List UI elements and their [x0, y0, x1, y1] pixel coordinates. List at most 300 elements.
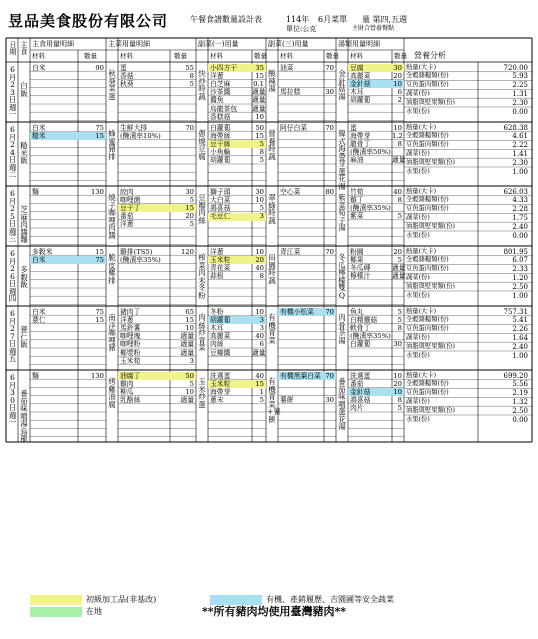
side3-item-qty: 70 — [325, 123, 334, 132]
nutrition-value: 801.95 — [503, 247, 528, 256]
side1-item-qty: 20 — [255, 255, 264, 264]
side1-item-qty: 5 — [259, 203, 264, 212]
nutrition-value: 2.40 — [512, 222, 528, 231]
nutrition-label: 全穀雜糧類(份) — [406, 72, 449, 80]
side1-item-name: 獅子頭 — [210, 187, 231, 196]
nutrition-value: 1.41 — [512, 149, 528, 158]
soup-item-name: 豆腐 — [350, 63, 364, 72]
side1-item-name: 白蘿蔔 — [210, 123, 231, 132]
main-item-qty: 120 — [181, 247, 194, 256]
side1-item-name: 冬粉 — [210, 307, 224, 316]
main-item-name: 蛋 — [120, 63, 127, 72]
main-item-qty: 15 — [185, 315, 194, 324]
side3-item-name: 空心菜 — [280, 187, 301, 196]
day-date: 6月30日週一 — [8, 373, 17, 427]
side1-item-qty: 適量 — [252, 104, 266, 113]
nutrition-label: 熱量(大卡) — [406, 247, 437, 255]
nutrition-value: 0.00 — [512, 107, 528, 116]
nutrition-value: 2.30 — [512, 98, 528, 107]
header-material: 材料 — [280, 52, 293, 60]
soup-item-qty: 1.2 — [392, 131, 403, 140]
nutrition-label: 全穀雜糧類(份) — [406, 132, 449, 140]
side3-item-name: 阿仔白菜 — [280, 123, 308, 132]
soup-dish: 番茄味噌蛋花湯 — [338, 377, 346, 431]
main-item-name: 咖哩粉 — [120, 340, 141, 349]
side1-item-qty: 1 — [259, 387, 264, 396]
side3-item-qty: 70 — [325, 63, 334, 72]
nutrition-label: 蔬菜(份) — [406, 333, 430, 341]
nutrition-label: 油脂與堅果類(份) — [406, 158, 455, 166]
soup-item-name: (醃漬率35%) — [350, 332, 391, 341]
soup-item-name: 麻油 — [350, 156, 364, 165]
side1-item-name: 洋蔥 — [210, 71, 224, 80]
soup-item-name: 雞丁 — [350, 195, 364, 204]
soup-item-name: 白蘿蔔 — [350, 340, 371, 349]
soup-item-name: 胡蘿蔔 — [350, 96, 371, 105]
main-item-name: 油腐丁 — [120, 371, 141, 380]
nutrition-label: 油脂與堅果類(份) — [406, 406, 455, 414]
side1-item-qty: 5 — [259, 156, 264, 165]
soup-item-name: 金針菇 — [350, 387, 371, 396]
legend-processed: 初級加工品(非基改) — [86, 595, 157, 604]
main-dish: 蜂蜜豬排 — [108, 129, 116, 161]
header-quantity: 數量 — [326, 52, 339, 60]
side1-item-qty: 6 — [259, 340, 264, 349]
menu-month: 6月菜單 — [318, 15, 348, 24]
side1-item-qty: 8 — [259, 272, 264, 281]
nutrition-value: 4.33 — [512, 196, 528, 205]
day-date: 6月23日週一 — [8, 65, 17, 119]
nutrition-value: 4.61 — [512, 132, 528, 141]
side1-item-name: 豆瓣醬 — [210, 348, 231, 357]
nutrition-label: 蔬菜(份) — [406, 213, 430, 221]
nutrition-label: 熱量(大卡) — [406, 187, 437, 195]
side1-item-name: 大白菜 — [210, 195, 231, 204]
side1-item-qty: 30 — [255, 187, 264, 196]
side1-item-qty: 適量 — [252, 96, 266, 105]
main-item-name: 洋蔥 — [120, 315, 134, 324]
side3-item-qty: 70 — [325, 307, 334, 316]
main-item-name: 玉米筍 — [120, 356, 141, 365]
staple-item-name: 白米 — [32, 307, 46, 316]
nutrition-value: 1.32 — [512, 397, 528, 406]
side1-dish: 榨菜肉末冬粉 — [198, 253, 206, 300]
staple-dish: 薏仁飯 — [20, 325, 28, 349]
staple-item-qty: 130 — [91, 187, 104, 196]
soup-item-qty: 20 — [393, 71, 402, 80]
nutrition-label: 蔬菜(份) — [406, 89, 430, 97]
nutrition-value: 2.19 — [512, 389, 528, 398]
side1-item-name: 洋蔥 — [210, 247, 224, 256]
side1-dish: 肉絲炒青菜 — [198, 313, 206, 352]
soup-item-name: 番茄 — [350, 379, 364, 388]
header-staple-group: 主食用量明細 — [32, 40, 74, 48]
side1-item-name: 洗選蛋 — [210, 371, 231, 380]
main-item-qty: 10 — [185, 387, 194, 396]
header-side1-group: 副菜(一)用量 — [198, 40, 239, 48]
side1-item-name: 海帶絲 — [210, 131, 231, 140]
main-item-name: 生鮮大排 — [120, 123, 148, 132]
nutrition-label: 熱量(大卡) — [406, 307, 437, 315]
header-material: 材料 — [120, 52, 133, 60]
soup-item-qty: 5 — [397, 212, 402, 221]
form-title: 午餐食譜數量設計表 — [190, 15, 262, 24]
soup-item-name: 海帶芽 — [350, 131, 371, 140]
soup-item-name: 粉圓 — [350, 247, 364, 256]
side1-item-qty: 3 — [259, 315, 264, 324]
nutrition-value: 5.93 — [512, 72, 528, 81]
side1-dish: 豆瓣肉絲 — [198, 193, 206, 225]
soup-dish: 金針菇湯 — [338, 69, 346, 101]
staple-item-qty: 15 — [95, 247, 104, 256]
soup-item-name: 蛋 — [350, 123, 357, 132]
nutrition-label: 油脂與堅果類(份) — [406, 282, 455, 290]
staple-item-name: 麵 — [32, 187, 39, 196]
main-item-name: 番茄 — [120, 212, 134, 221]
header-main-group: 主菜用量明細 — [108, 40, 150, 48]
legend-local: 在地 — [86, 607, 102, 616]
soup-dish: 肉骨茶湯 — [338, 313, 346, 345]
soup-item-qty: 20 — [393, 379, 402, 388]
side1-item-qty: 15 — [255, 131, 264, 140]
nutrition-value: 0.00 — [512, 415, 528, 424]
nutrition-label: 豆魚蛋肉類(份) — [406, 205, 449, 213]
main-item-name: (醃漬率10%) — [120, 131, 161, 140]
side3-item-name: 油菜 — [280, 63, 294, 72]
nutrition-label: 全穀雜糧類(份) — [406, 380, 449, 388]
side1-item-name: 胡蘿蔔 — [210, 315, 231, 324]
main-item-qty: 適量 — [180, 332, 194, 341]
soup-item-qty: 10 — [393, 79, 402, 88]
nutrition-value: 2.40 — [512, 342, 528, 351]
side3-item-name: 馬拉糕 — [280, 88, 301, 97]
nutrition-value: 1.31 — [512, 89, 528, 98]
nutrition-label: 水果(份) — [406, 415, 430, 423]
soup-item-name: 高麗菜 — [350, 71, 371, 80]
soup-item-qty: 10 — [393, 387, 402, 396]
soup-item-name: 軟骨丁 — [350, 323, 371, 332]
side1-item-qty: 0.1 — [253, 79, 264, 88]
nutrition-label: 全穀雜糧類(份) — [406, 196, 449, 204]
nutrition-value: 1.64 — [512, 333, 528, 342]
side3-dish: 營養時蔬 — [268, 129, 276, 161]
soup-item-qty: 10 — [393, 123, 402, 132]
main-dish: 燒子咖哩肉醬 — [108, 193, 116, 240]
header-nutrition: 營養分析 — [414, 51, 446, 60]
nutrition-value: 628.38 — [503, 123, 528, 132]
nutrition-value: 2.50 — [512, 406, 528, 415]
side3-item-qty: 30 — [325, 88, 334, 97]
nutrition-value: 2.26 — [512, 325, 528, 334]
main-item-qty: 15 — [185, 203, 194, 212]
main-item-name: (醃漬率35%) — [120, 255, 161, 264]
nutrition-value: 2.28 — [512, 205, 528, 214]
side1-item-name: 沙茶醬 — [210, 88, 231, 97]
nutrition-value: 5.41 — [512, 316, 528, 325]
soup-item-qty: 5 — [397, 404, 402, 413]
soup-item-qty: 8 — [397, 139, 402, 148]
nutrition-value: 720.00 — [503, 63, 528, 72]
staple-item-qty: 90 — [95, 63, 104, 72]
nutrition-value: 1.20 — [512, 273, 528, 282]
main-dish: 南洋咖哩豬 — [108, 313, 116, 352]
side1-item-name: 青花菜 — [210, 263, 231, 272]
nutrition-label: 豆魚蛋肉類(份) — [406, 265, 449, 273]
main-item-qty: 5 — [189, 379, 194, 388]
nutrition-label: 油脂與堅果類(份) — [406, 98, 455, 106]
nutrition-label: 水果(份) — [406, 231, 430, 239]
header-quantity: 數量 — [84, 52, 97, 60]
header-quantity: 數量 — [174, 52, 187, 60]
header-date: 日期 — [9, 41, 17, 56]
side1-item-qty: 50 — [255, 123, 264, 132]
nutrition-value: 2.25 — [512, 81, 528, 90]
main-item-qty: 70 — [185, 123, 194, 132]
side1-item-name: 肉絲 — [210, 340, 224, 349]
soup-item-name: 龍骨丁 — [350, 139, 371, 148]
side1-item-qty: 3 — [259, 323, 264, 332]
soup-item-qty: 適量 — [392, 156, 406, 165]
side1-dish: 蔥燒豆腐 — [198, 129, 206, 161]
main-item-name: 椰漿粉 — [120, 348, 141, 357]
soup-item-qty: 8 — [397, 323, 402, 332]
staple-item-name: 薏仁 — [32, 315, 46, 324]
side1-item-name: 海帶芽 — [210, 387, 231, 396]
side1-item-name: 木耳 — [210, 323, 224, 332]
menu-year: 114年 — [286, 15, 310, 24]
main-item-qty: 10 — [185, 323, 194, 332]
nutrition-value: 2.22 — [512, 141, 528, 150]
soup-item-name: 白精靈菇 — [350, 315, 378, 324]
staple-item-qty: 15 — [95, 131, 104, 140]
soup-item-qty: 5 — [397, 315, 402, 324]
soup-item-name: 木耳 — [350, 88, 364, 97]
side3-dish: 酸辣湯 — [268, 69, 276, 93]
header-quantity: 數量 — [254, 52, 267, 60]
main-item-qty: 50 — [185, 371, 194, 380]
nutrition-label: 蔬菜(份) — [406, 397, 430, 405]
soup-item-name: 金針菇 — [350, 79, 371, 88]
nutrition-label: 熱量(大卡) — [406, 371, 437, 379]
side1-item-name: 胡蘿蔔 — [210, 156, 231, 165]
staple-item-qty: 75 — [95, 255, 104, 264]
main-dish: 秋葵菜蛋 — [108, 69, 116, 101]
soup-item-name: 冬瓜磚 — [350, 263, 371, 272]
soup-item-qty: 5 — [397, 255, 402, 264]
day-date: 6月25日週三 — [8, 189, 17, 243]
soup-item-name: 洗選蛋 — [350, 371, 371, 380]
main-item-name: 秋葵 — [120, 79, 134, 88]
side1-item-name: 小四方干 — [210, 63, 238, 72]
side3-item-qty: 70 — [325, 371, 334, 380]
soup-dish: 韓式海帶芽蛋花湯 — [338, 129, 346, 191]
unit-label: 單位:公克 — [286, 25, 317, 33]
nutrition-label: 蔬菜(份) — [406, 273, 430, 281]
soup-item-qty: 30 — [393, 340, 402, 349]
soup-dish: 冬瓜檸檬雙Q — [338, 253, 346, 300]
side3-dish: 有機青菜 — [268, 313, 276, 345]
side1-item-name: 白芝麻 — [210, 79, 231, 88]
staple-item-qty: 130 — [91, 371, 104, 380]
main-dish: 烤雞油腐 — [108, 377, 116, 409]
nutrition-value: 1.00 — [512, 291, 528, 300]
soup-item-qty: 8 — [397, 396, 402, 405]
main-item-qty: 適量 — [180, 348, 194, 357]
main-item-qty: 5 — [189, 195, 194, 204]
nutrition-value: 1.00 — [512, 167, 528, 176]
staple-item-name: 糙米 — [32, 131, 46, 140]
staple-item-qty: 75 — [95, 123, 104, 132]
side3-item-name: 薯餅 — [280, 396, 294, 405]
main-item-name: 豬肉丁 — [120, 307, 141, 316]
side1-item-name: 高麗菜 — [210, 332, 231, 341]
nutrition-label: 全穀雜糧類(份) — [406, 256, 449, 264]
soup-item-name: 鴻喜菇 — [350, 396, 371, 405]
day-date: 6月24日週二 — [8, 125, 17, 179]
header-material: 材料 — [350, 52, 363, 60]
main-item-qty: 5 — [189, 79, 194, 88]
side1-item-name: 香糕菇 — [210, 112, 231, 121]
nutrition-label: 水果(份) — [406, 351, 430, 359]
side1-item-qty: 10 — [255, 307, 264, 316]
soup-item-qty: 40 — [393, 187, 402, 196]
soup-item-qty: 30 — [393, 63, 402, 72]
header-remark: 主財合營養餐點 — [352, 25, 395, 32]
side1-item-qty: 5 — [259, 139, 264, 148]
nutrition-label: 全穀雜糧類(份) — [406, 316, 449, 324]
header-material: 材料 — [210, 52, 223, 60]
side3-item-qty: 70 — [325, 247, 334, 256]
side1-item-qty: 40 — [255, 332, 264, 341]
main-item-qty: 適量 — [180, 340, 194, 349]
soup-dish: 紫菜筍子湯 — [338, 193, 346, 232]
nutrition-label: 油脂與堅果類(份) — [406, 222, 455, 230]
staple-dish: 芝麻肉醬麵 — [20, 205, 28, 244]
staple-item-name: 麵 — [32, 371, 39, 380]
header-side3-group: 副菜(三)用量 — [268, 40, 309, 48]
main-item-name: 香菇 — [120, 71, 134, 80]
side1-item-name: 蔥末 — [210, 396, 224, 405]
header-staple: 主食 — [20, 41, 28, 56]
main-item-qty: 55 — [185, 63, 194, 72]
side1-item-name: 蒜根 — [210, 272, 224, 281]
nutrition-label: 熱量(大卡) — [406, 123, 437, 131]
staple-dish: 番茄味噌湯烏龍 — [20, 389, 28, 443]
soup-item-name: 椰果 — [350, 255, 364, 264]
staple-item-qty: 75 — [95, 307, 104, 316]
side3-dish: 田園時蔬 — [268, 253, 276, 285]
main-item-qty: 30 — [185, 187, 194, 196]
side1-item-name: 玉米粒 — [210, 379, 231, 388]
staple-dish: 多穀飯 — [20, 265, 28, 289]
main-item-qty: 適量 — [180, 396, 194, 405]
soup-item-qty: 20 — [393, 247, 402, 256]
nutrition-value: 2.30 — [512, 158, 528, 167]
side3-item-name: 青江菜 — [280, 247, 301, 256]
staple-item-qty: 15 — [95, 315, 104, 324]
soup-item-name: (醃漬率35%) — [350, 203, 391, 212]
nutrition-label: 水果(份) — [406, 291, 430, 299]
soup-item-name: 肉片 — [350, 404, 364, 413]
nutrition-label: 豆魚蛋肉類(份) — [406, 325, 449, 333]
side1-item-qty: 40 — [255, 371, 264, 380]
main-item-qty: 65 — [185, 307, 194, 316]
side1-item-name: 豆干絲 — [210, 139, 231, 148]
side1-item-qty: 8 — [259, 148, 264, 157]
soup-item-name: 魚丸 — [350, 307, 364, 316]
nutrition-value: 1.00 — [512, 351, 528, 360]
side3-item-name: 有機小松菜 — [280, 307, 314, 316]
soup-item-qty: 6 — [397, 88, 402, 97]
legend-organic: 有機、產銷履歷、吉園圃等安全蔬菜 — [266, 595, 394, 604]
staple-item-name: 白米 — [32, 255, 46, 264]
main-dish: 脆皮雞排 — [108, 253, 116, 285]
soup-item-name: 竹筍 — [350, 187, 364, 196]
day-date: 6月27日週五 — [8, 309, 17, 363]
nutrition-label: 水果(份) — [406, 167, 430, 175]
header-soup-group: 湯類用量明細 — [338, 40, 380, 48]
side3-item-qty: 80 — [325, 187, 334, 196]
staple-item-name: 多穀米 — [32, 247, 53, 256]
main-item-qty: 8 — [189, 71, 194, 80]
side3-item-name: 有機黑葉白菜 — [280, 371, 321, 380]
side1-item-qty: 適量 — [252, 88, 266, 97]
nutrition-value: 0.00 — [512, 231, 528, 240]
side1-item-name: 烏龍茶包 — [210, 104, 238, 113]
soup-item-name: 檸檬汁 — [350, 272, 371, 281]
header-material: 材料 — [32, 52, 45, 60]
nutrition-label: 豆魚蛋肉類(份) — [406, 389, 449, 397]
soup-item-qty: 5 — [397, 307, 402, 316]
soup-item-qty: 10 — [393, 371, 402, 380]
side1-item-qty: 10 — [255, 195, 264, 204]
side1-item-name: 毛豆仁 — [210, 212, 231, 221]
nutrition-label: 油脂與堅果類(份) — [406, 342, 455, 350]
staple-item-name: 白米 — [32, 63, 46, 72]
day-date: 6月26日週四 — [8, 249, 17, 303]
main-item-name: 咖哩菌 — [120, 195, 141, 204]
nutrition-value: 5.56 — [512, 380, 528, 389]
main-item-name: 柳瓜 — [120, 387, 134, 396]
soup-item-qty: 適量 — [392, 272, 406, 281]
nutrition-label: 蔬菜(份) — [406, 149, 430, 157]
side3-dish: 有機青菜+薯餅 — [267, 377, 281, 424]
main-item-name: 雞排(TS5) — [120, 247, 153, 256]
nutrition-value: 1.75 — [512, 213, 528, 222]
nutrition-label: 豆魚蛋肉類(份) — [406, 81, 449, 89]
main-item-qty: 5 — [189, 220, 194, 229]
side1-item-qty: 15 — [255, 71, 264, 80]
main-item-name: 馬鈴薯 — [120, 323, 141, 332]
side1-item-name: 醬魚 — [210, 96, 224, 105]
nutrition-label: 水果(份) — [406, 107, 430, 115]
pork-note: **所有豬肉均使用臺灣豬肉** — [202, 605, 347, 618]
soup-item-name: 紫菜 — [350, 212, 364, 221]
side1-item-name: 鴻喜菇 — [210, 203, 231, 212]
side1-item-qty: 3 — [259, 212, 264, 221]
main-item-name: 洋蔥 — [120, 220, 134, 229]
nutrition-value: 2.33 — [512, 265, 528, 274]
nutrition-label: 豆魚蛋肉類(份) — [406, 141, 449, 149]
side1-item-qty: 10 — [255, 247, 264, 256]
main-item-name: 雞肉 — [120, 379, 134, 388]
main-item-name: 絞肉 — [120, 187, 134, 196]
nutrition-value: 2.50 — [512, 282, 528, 291]
side3-dish: 翠綠時蔬 — [268, 193, 276, 225]
side1-dish: 玉米炒蛋 — [198, 377, 206, 409]
main-item-qty: 3 — [189, 356, 194, 365]
side1-item-qty: 適量 — [252, 348, 266, 357]
